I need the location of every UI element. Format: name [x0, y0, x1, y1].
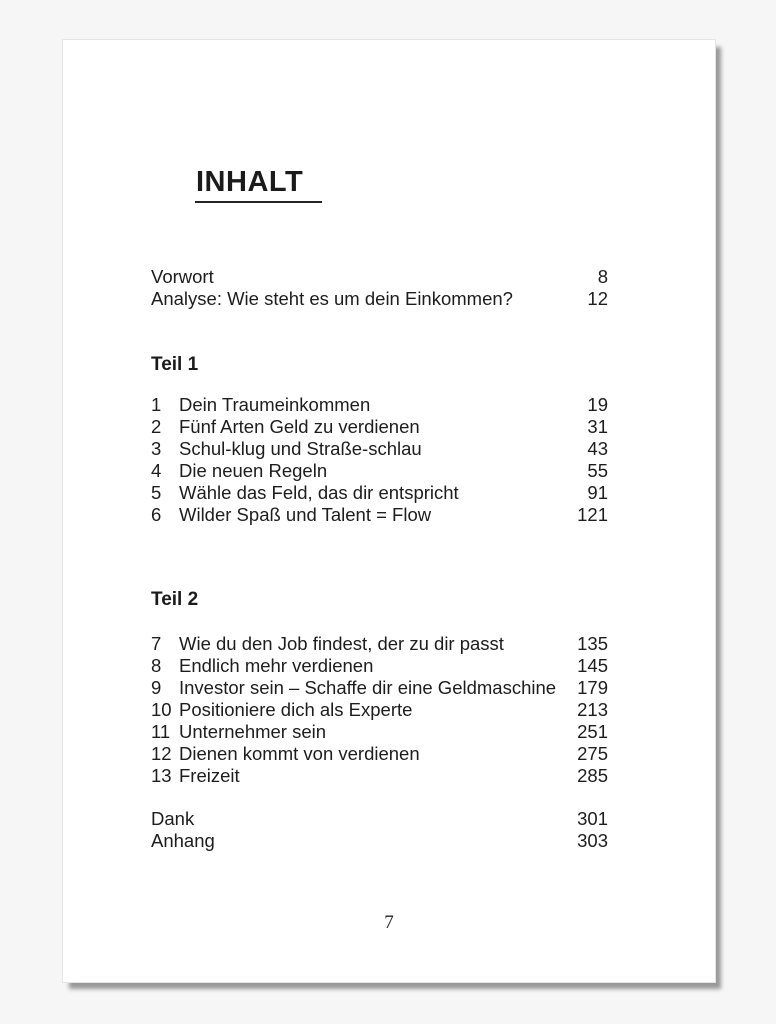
- entry-page: 179: [577, 677, 608, 698]
- entry-page: 251: [577, 721, 608, 742]
- entry-title: Fünf Arten Geld zu verdienen: [179, 416, 420, 437]
- entry-title: Positioniere dich als Experte: [179, 699, 413, 720]
- toc-entry: [151, 438, 608, 460]
- toc-entry: [151, 699, 608, 721]
- chapter-number: 6: [151, 504, 162, 525]
- toc-entry: [151, 504, 608, 526]
- entry-page: 145: [577, 655, 608, 676]
- entry-title: Unternehmer sein: [179, 721, 327, 742]
- toc-entry: [151, 808, 608, 830]
- section-heading-teil-1: Teil 1: [151, 354, 199, 375]
- back-matter-list: [151, 808, 608, 852]
- toc-entry: [151, 288, 608, 310]
- book-page: [62, 39, 716, 983]
- entry-title: Anhang: [151, 830, 215, 851]
- entry-title: Dein Traumeinkommen: [179, 394, 371, 415]
- toc-entry: [151, 394, 608, 416]
- toc-entry: [151, 482, 608, 504]
- entry-page: 121: [577, 504, 608, 525]
- entry-page: 31: [587, 416, 608, 437]
- entry-title: Analyse: Wie steht es um dein Einkommen?: [151, 288, 513, 309]
- entry-page: 285: [577, 765, 608, 786]
- chapter-number: 4: [151, 460, 162, 481]
- toc-entry: [151, 721, 608, 743]
- chapter-number: 9: [151, 677, 162, 698]
- entry-page: 135: [577, 633, 608, 654]
- entry-page: 55: [587, 460, 608, 481]
- title-underline: [195, 201, 322, 203]
- entry-page: 43: [587, 438, 608, 459]
- chapter-number: 5: [151, 482, 162, 503]
- entry-title: Wie du den Job findest, der zu dir passt: [179, 633, 504, 654]
- front-matter-list: [151, 266, 608, 310]
- toc-entry: [151, 830, 608, 852]
- toc-entry: [151, 677, 608, 699]
- entry-title: Dank: [151, 808, 195, 829]
- chapter-number: 2: [151, 416, 162, 437]
- chapter-number: 13: [151, 765, 172, 786]
- chapter-number: 1: [151, 394, 162, 415]
- entry-title: Dienen kommt von verdienen: [179, 743, 420, 764]
- entry-title: Vorwort: [151, 266, 214, 287]
- page-title: INHALT: [196, 166, 304, 198]
- toc-entry: [151, 416, 608, 438]
- entry-page: 91: [587, 482, 608, 503]
- teil-1-entry-list: [151, 394, 608, 526]
- toc-entry: [151, 460, 608, 482]
- page-folio: 7: [384, 912, 394, 933]
- entry-title: Die neuen Regeln: [179, 460, 328, 481]
- entry-page: 12: [587, 288, 608, 309]
- entry-page: 275: [577, 743, 608, 764]
- chapter-number: 12: [151, 743, 172, 764]
- chapter-number: 8: [151, 655, 162, 676]
- entry-title: Wähle das Feld, das dir entspricht: [179, 482, 459, 503]
- toc-entry: [151, 655, 608, 677]
- entry-title: Freizeit: [179, 765, 240, 786]
- entry-title: Endlich mehr verdienen: [179, 655, 374, 676]
- toc-entry: [151, 266, 608, 288]
- entry-page: 8: [597, 266, 608, 287]
- chapter-number: 10: [151, 699, 172, 720]
- toc-entry: [151, 765, 608, 787]
- entry-page: 303: [577, 830, 608, 851]
- entry-title: Wilder Spaß und Talent = Flow: [179, 504, 432, 525]
- toc-entry: [151, 633, 608, 655]
- entry-page: 213: [577, 699, 608, 720]
- section-heading-teil-2: Teil 2: [151, 589, 199, 610]
- chapter-number: 7: [151, 633, 162, 654]
- teil-2-entry-list: [151, 633, 608, 787]
- entry-title: Schul-klug und Straße-schlau: [179, 438, 422, 459]
- toc-entry: [151, 743, 608, 765]
- chapter-number: 3: [151, 438, 162, 459]
- entry-page: 301: [577, 808, 608, 829]
- entry-title: Investor sein – Schaffe dir eine Geldmaschine: [179, 677, 557, 698]
- chapter-number: 11: [151, 721, 171, 742]
- entry-page: 19: [587, 394, 608, 415]
